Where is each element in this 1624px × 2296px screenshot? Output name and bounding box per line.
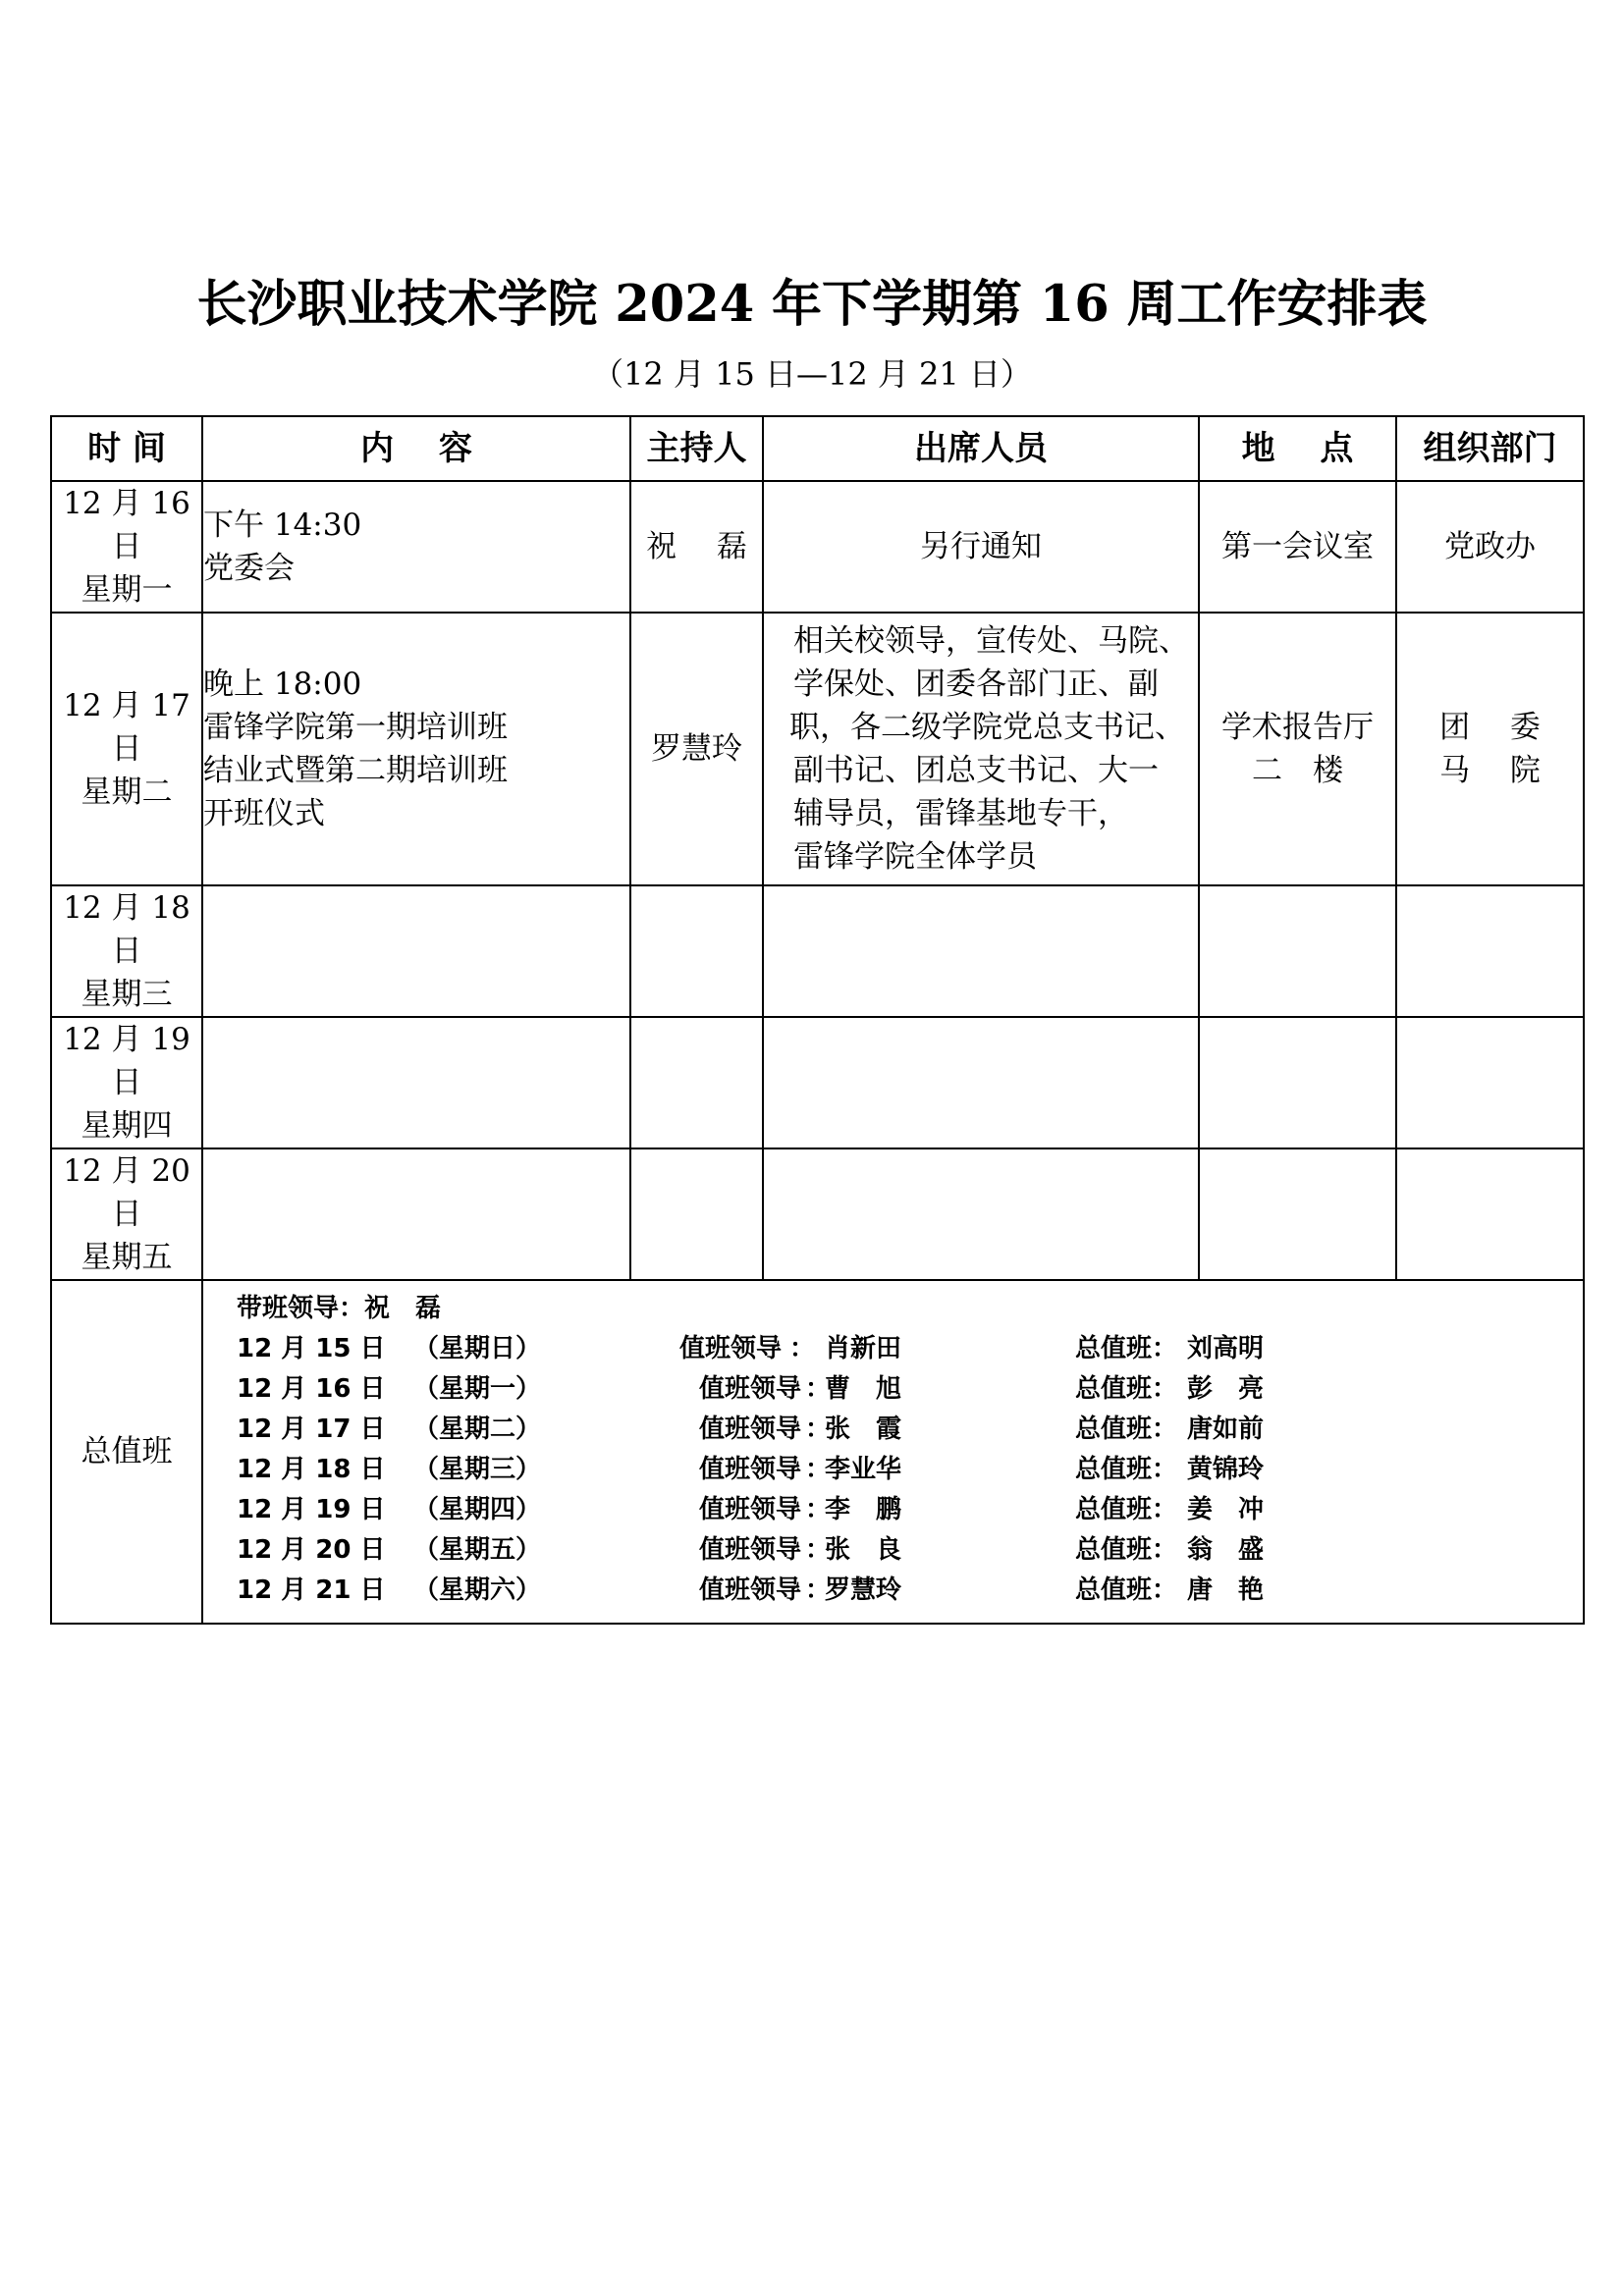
- header-location: 地 点: [1199, 416, 1396, 481]
- duty-leader-label: 值班领导: [699, 1575, 802, 1605]
- content-cell: [202, 1148, 630, 1280]
- organizer-cell: [1396, 1017, 1584, 1148]
- duty-separator: ：: [805, 1415, 832, 1444]
- date-cell: [51, 1148, 202, 1280]
- host-cell: [630, 1148, 763, 1280]
- attendees-cell: [763, 1017, 1199, 1148]
- duty-entry: [203, 1450, 1583, 1489]
- schedule-table: [50, 415, 1585, 1625]
- duty-separator: ：: [805, 1455, 832, 1484]
- chief-duty-label: 总值班：: [1075, 1495, 1178, 1524]
- duty-date: 12 月 19 日: [237, 1495, 386, 1524]
- date-range-subtitle: （12 月 15 日—12 月 21 日）: [592, 355, 1032, 393]
- duty-entry: [203, 1490, 1583, 1529]
- organizer-cell: [1396, 885, 1584, 1017]
- duty-leader-label: 值班领导: [699, 1374, 802, 1404]
- duty-weekday: （星期四）: [413, 1495, 542, 1524]
- chief-duty-name: 唐如前: [1187, 1415, 1265, 1444]
- location-cell: [1199, 885, 1396, 1017]
- host-cell: [630, 1017, 763, 1148]
- location-line: 二 楼: [1252, 753, 1343, 788]
- attendee-line: 职，各二级学院党总支书记、: [789, 710, 1185, 745]
- content-line: 雷锋学院第一期培训班: [203, 710, 508, 745]
- date-text: 12 月 17 日: [63, 688, 190, 767]
- duty-separator: ：: [805, 1374, 832, 1404]
- location-cell: [1199, 481, 1396, 613]
- chief-duty-label: 总值班：: [1075, 1535, 1178, 1565]
- chief-duty-label: 总值班：: [1075, 1575, 1178, 1605]
- location-line: 第一会议室: [1221, 529, 1374, 564]
- duty-leader-label: 值班领导: [699, 1495, 802, 1524]
- table-row: [51, 1148, 1584, 1280]
- duty-leader-label: 值班领导: [699, 1455, 802, 1484]
- duty-roster: [203, 1281, 1583, 1623]
- location-cell: [1199, 1017, 1396, 1148]
- weekday-text: 星期三: [81, 977, 173, 1012]
- chief-duty-name: 彭 亮: [1187, 1374, 1265, 1404]
- duty-label-cell: 总值班: [51, 1280, 202, 1624]
- duty-roster-cell: [202, 1280, 1584, 1624]
- weekday-text: 星期五: [81, 1240, 173, 1275]
- header-attendees: 出席人员: [763, 416, 1199, 481]
- content-cell: [202, 613, 630, 885]
- duty-separator: ：: [805, 1495, 832, 1524]
- duty-weekday: （星期三）: [413, 1455, 542, 1484]
- duty-entry: [203, 1530, 1583, 1570]
- attendees-cell: [763, 613, 1199, 885]
- duty-leader-name: 李 鹏: [825, 1495, 902, 1524]
- table-row: [51, 1017, 1584, 1148]
- content-line: 党委会: [203, 551, 295, 586]
- duty-date: 12 月 17 日: [237, 1415, 386, 1444]
- duty-date: 12 月 16 日: [237, 1374, 386, 1404]
- organizer-cell: [1396, 1148, 1584, 1280]
- attendees-cell: [763, 481, 1199, 613]
- duty-leader-name: 张 良: [825, 1535, 902, 1565]
- chief-duty-name: 唐 艳: [1187, 1575, 1265, 1605]
- weekday-text: 星期一: [81, 572, 173, 608]
- date-cell: [51, 481, 202, 613]
- duty-weekday: （星期六）: [413, 1575, 542, 1605]
- duty-leader-name: 肖新田: [825, 1334, 902, 1363]
- content-cell: [202, 1017, 630, 1148]
- attendees-cell: [763, 1148, 1199, 1280]
- chief-duty-label: 总值班：: [1075, 1455, 1178, 1484]
- duty-entry: [203, 1329, 1583, 1368]
- organizer-cell: [1396, 481, 1584, 613]
- duty-entry: [203, 1369, 1583, 1409]
- weekday-text: 星期二: [81, 774, 173, 810]
- content-line: 开班仪式: [203, 796, 325, 831]
- duty-leader-name: 张 霞: [825, 1415, 902, 1444]
- host-cell: [630, 885, 763, 1017]
- duty-weekday: （星期五）: [413, 1535, 542, 1565]
- table-row: [51, 885, 1584, 1017]
- content-line: 晚上 18:00: [203, 667, 362, 702]
- header-row: [51, 416, 1584, 481]
- duty-weekday: （星期日）: [413, 1334, 542, 1363]
- content-cell: [202, 885, 630, 1017]
- duty-leader-text: 带班领导：祝 磊: [237, 1294, 442, 1323]
- location-line: 学术报告厅: [1221, 710, 1374, 745]
- host-cell: 祝 磊: [630, 481, 763, 613]
- chief-duty-name: 黄锦玲: [1187, 1455, 1265, 1484]
- date-text: 12 月 16 日: [63, 486, 190, 564]
- attendee-line: 相关校领导，宣传处、马院、: [793, 623, 1189, 659]
- header-organizer: 组织部门: [1396, 416, 1584, 481]
- duty-leader-label: 值班领导: [679, 1334, 783, 1363]
- duty-weekday: （星期一）: [413, 1374, 542, 1404]
- chief-duty-name: 姜 冲: [1187, 1495, 1265, 1524]
- date-cell: [51, 885, 202, 1017]
- header-content: 内 容: [202, 416, 630, 481]
- duty-date: 12 月 21 日: [237, 1575, 386, 1605]
- attendee-line: 另行通知: [920, 529, 1042, 564]
- duty-date: 12 月 18 日: [237, 1455, 386, 1484]
- document-title: 长沙职业技术学院 2024 年下学期第 16 周工作安排表: [196, 275, 1428, 334]
- chief-duty-name: 刘高明: [1187, 1334, 1265, 1363]
- organizer-line: 党政办: [1444, 529, 1536, 564]
- date-text: 12 月 20 日: [63, 1153, 190, 1232]
- attendee-line: 学保处、团委各部门正、副: [793, 667, 1159, 702]
- date-cell: [51, 613, 202, 885]
- chief-duty-label: 总值班：: [1075, 1334, 1178, 1363]
- content-cell: [202, 481, 630, 613]
- location-cell: [1199, 613, 1396, 885]
- duty-date: 12 月 20 日: [237, 1535, 386, 1565]
- table-row: [51, 481, 1584, 613]
- duty-separator: ：: [805, 1575, 832, 1605]
- attendees-cell: [763, 885, 1199, 1017]
- duty-row: [51, 1280, 1584, 1624]
- attendee-line: 辅导员，雷锋基地专干，: [793, 796, 1128, 831]
- organizer-line: 马 院: [1439, 753, 1541, 788]
- weekday-text: 星期四: [81, 1108, 173, 1144]
- duty-leader-label: 值班领导: [699, 1535, 802, 1565]
- organizer-cell: [1396, 613, 1584, 885]
- duty-entry: [203, 1410, 1583, 1449]
- header-host: 主持人: [630, 416, 763, 481]
- duty-date: 12 月 15 日: [237, 1334, 386, 1363]
- duty-leader-line: [203, 1289, 1583, 1328]
- organizer-line: 团 委: [1439, 710, 1541, 745]
- content-line: 下午 14:30: [203, 507, 362, 543]
- content-line: 结业式暨第二期培训班: [203, 753, 508, 788]
- duty-leader-label: 值班领导: [699, 1415, 802, 1444]
- duty-leader-name: 曹 旭: [825, 1374, 902, 1404]
- chief-duty-label: 总值班：: [1075, 1374, 1178, 1404]
- attendee-line: 雷锋学院全体学员: [793, 839, 1037, 875]
- location-cell: [1199, 1148, 1396, 1280]
- duty-entry: [203, 1571, 1583, 1610]
- chief-duty-name: 翁 盛: [1187, 1535, 1265, 1565]
- date-text: 12 月 18 日: [63, 890, 190, 969]
- date-text: 12 月 19 日: [63, 1022, 190, 1100]
- duty-separator: ：: [789, 1334, 816, 1363]
- duty-leader-name: 罗慧玲: [825, 1575, 902, 1605]
- duty-leader-name: 李业华: [825, 1455, 902, 1484]
- chief-duty-label: 总值班：: [1075, 1415, 1178, 1444]
- host-cell: 罗慧玲: [630, 613, 763, 885]
- header-time: 时 间: [51, 416, 202, 481]
- table-row: [51, 613, 1584, 885]
- attendee-line: 副书记、团总支书记、大一: [793, 753, 1159, 788]
- date-cell: [51, 1017, 202, 1148]
- duty-weekday: （星期二）: [413, 1415, 542, 1444]
- duty-separator: ：: [805, 1535, 832, 1565]
